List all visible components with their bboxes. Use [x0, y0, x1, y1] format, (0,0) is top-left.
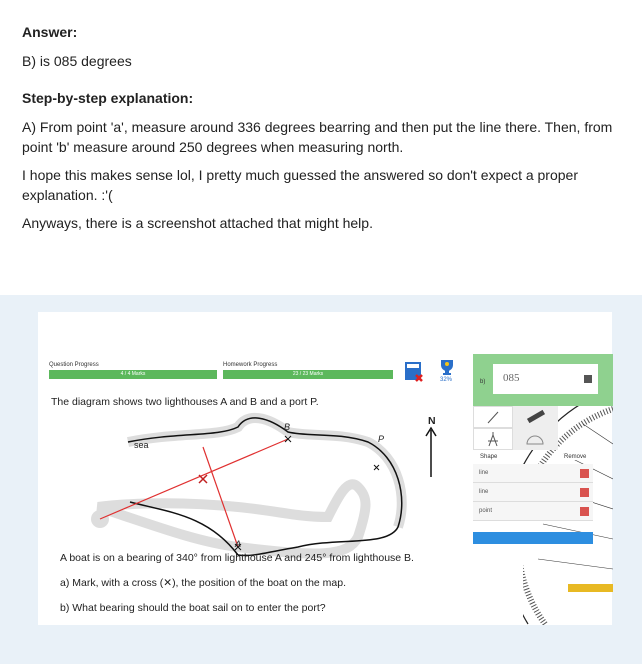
homework-progress-label: Homework Progress — [223, 362, 278, 368]
question-b: b) What bearing should the boat sail on to enter the port? — [60, 602, 326, 614]
compass-tool-button[interactable] — [473, 428, 513, 450]
answer-heading: Answer: — [22, 24, 78, 40]
shape-name: point — [479, 508, 493, 514]
line-tool-button[interactable] — [473, 406, 513, 428]
trophy-percent: 32% — [440, 377, 453, 383]
explanation-p2: I hope this makes sense lol, I pretty much guessed the answered so don't expect a proper explanation. :'( — [22, 167, 578, 203]
label-a: A — [235, 539, 242, 549]
homework-progress-bar: 23 / 23 Marks — [223, 370, 393, 379]
remove-shape-button[interactable] — [580, 469, 589, 478]
answer-text: B) is 085 degrees — [22, 53, 132, 69]
add-icon[interactable] — [584, 375, 592, 383]
explanation-heading: Step-by-step explanation: — [22, 90, 194, 106]
answer-box — [473, 354, 613, 406]
shape-header: Shape — [480, 454, 498, 460]
shape-row — [473, 483, 593, 502]
question-a: a) Mark, with a cross (✕), the position of the boat on the map. — [60, 577, 347, 589]
answer-value: 085 — [503, 372, 520, 384]
protractor-tool-button[interactable] — [513, 428, 558, 450]
question-intro: The diagram shows two lighthouses A and B and a port P. — [51, 396, 319, 408]
trophy-icon[interactable] — [438, 358, 456, 376]
label-b: B — [284, 422, 291, 432]
protractor-icon — [513, 428, 558, 450]
explanation-p1: A) From point 'a', measure around 336 degrees bearring and then put the line there. Then, from point 'b' measure around 250 degrees when measuring north. — [22, 119, 613, 155]
question-bearing: A boat is on a bearing of 340° from lighthouse A and 245° from lighthouse B. — [60, 552, 414, 564]
sea-label: sea — [134, 440, 149, 450]
ruler-icon — [526, 410, 544, 423]
line-icon — [474, 407, 512, 427]
answer-tool-panel — [473, 354, 613, 625]
shape-row — [473, 464, 593, 483]
port-mark — [374, 465, 379, 470]
calculator-disabled-icon[interactable] — [403, 360, 427, 384]
answer-part-label: b) — [480, 379, 486, 385]
remove-header: Remove — [564, 454, 587, 460]
ruler-tool-button[interactable] — [513, 406, 558, 428]
map-diagram[interactable] — [38, 407, 473, 567]
north-label: N — [428, 415, 436, 427]
question-progress-label: Question Progress — [49, 362, 99, 368]
label-p: P — [378, 434, 385, 444]
shape-name: line — [479, 470, 489, 476]
attached-screenshot — [0, 295, 642, 664]
compass-icon — [474, 429, 512, 449]
remove-shape-button[interactable] — [580, 507, 589, 516]
answer-input[interactable] — [493, 364, 598, 394]
boat-cross-mark — [199, 475, 207, 483]
explanation-p3: Anyways, there is a screenshot attached that might help. — [22, 215, 373, 231]
remove-shape-button[interactable] — [580, 488, 589, 497]
question-card — [38, 312, 612, 625]
shape-name: line — [479, 489, 489, 495]
question-progress-bar: 4 / 4 Marks — [49, 370, 217, 379]
blue-toolbar[interactable] — [473, 532, 593, 544]
shape-row — [473, 502, 593, 521]
